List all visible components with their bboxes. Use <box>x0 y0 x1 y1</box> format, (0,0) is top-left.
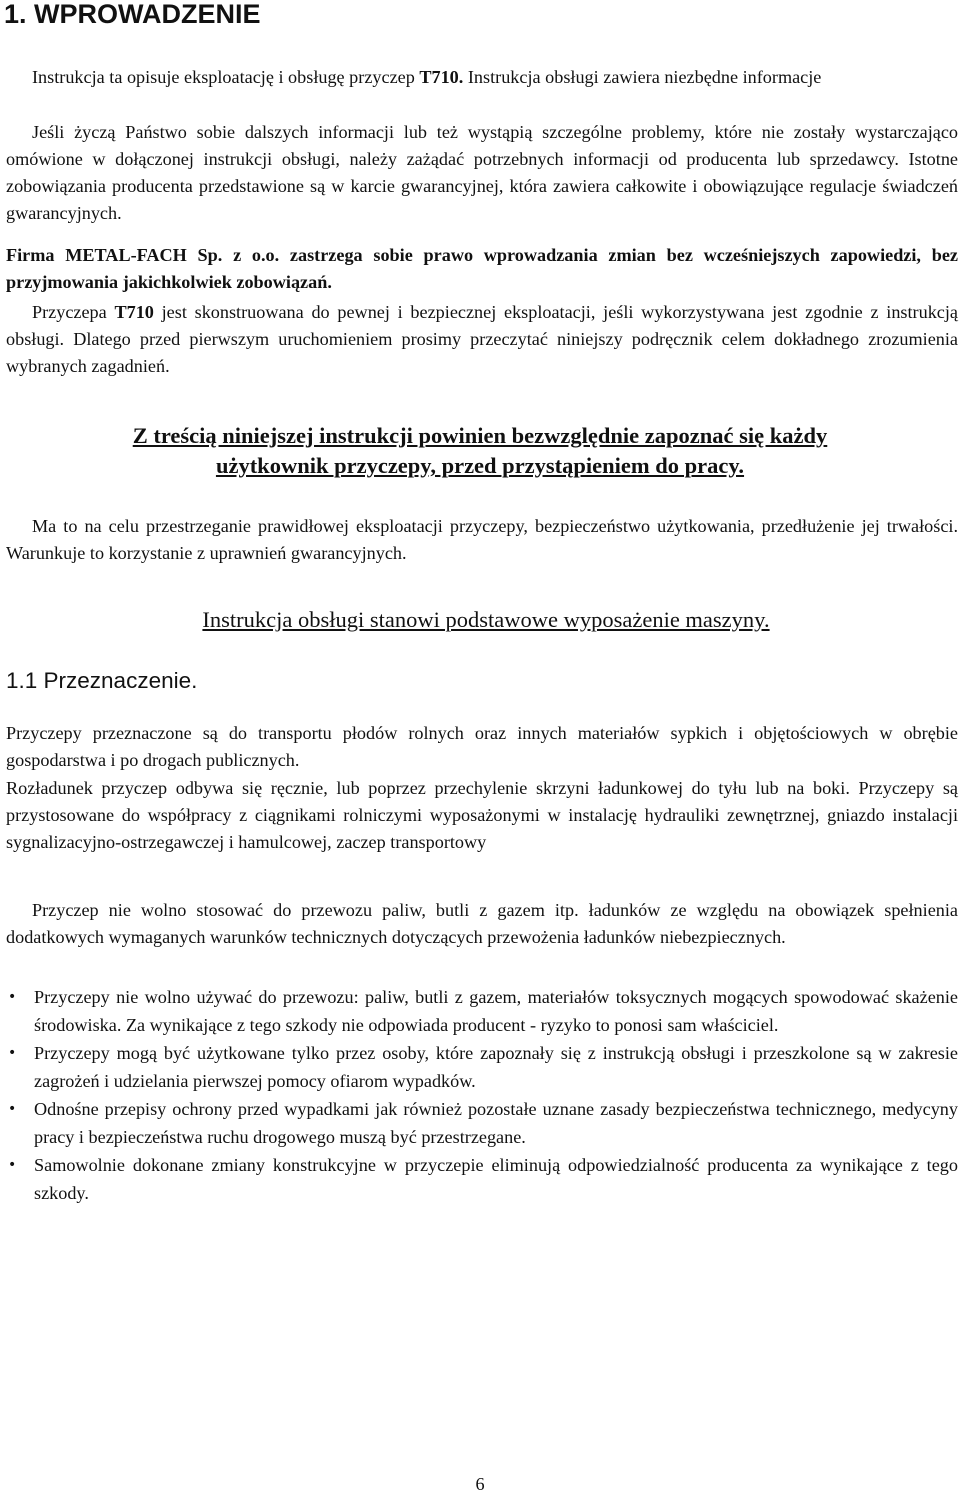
section-paragraph-1: Przyczepy przeznaczone są do transportu płodów rolnych oraz innych materiałów sypkich i objętościowych w obrębie gospodarstwa i po drogach publicznych. <box>6 723 958 770</box>
intro-text-b: Instrukcja obsługi zawiera niezbędne informacje <box>463 67 822 87</box>
intro-text-a: Instrukcja ta opisuje eksploatację i obsługę przyczep <box>32 67 420 87</box>
chapter-heading: 1. WPROWADZENIE <box>4 0 261 29</box>
intro4-text-a: Przyczepa <box>32 302 115 322</box>
list-item-text: Samowolnie dokonane zmiany konstrukcyjne w przyczepie eliminują odpowiedzialność producenta za wynikające z tego szkody. <box>34 1155 958 1203</box>
page-number: 6 <box>475 1474 485 1494</box>
bullet-icon: • <box>8 1157 17 1173</box>
list-item <box>6 1095 958 1151</box>
intro-paragraph-1 <box>6 64 958 91</box>
intro4-text-b: jest skonstruowana do pewnej i bezpiecznej eksploatacji, jeśli wykorzystywana jest zgodnie z instrukcją obsługi. Dlatego przed pierwszym uruchomieniem prosimy przeczytać niniejszy podręcznik celem dokładnego zrozumienia wybranych zagadnień. <box>6 302 958 376</box>
list-item <box>6 1039 958 1095</box>
intro-paragraph-2: Jeśli życzą Państwo sobie dalszych informacji lub też wystąpią szczególne problemy, które nie zostały wystarczająco omówione w dołączonej instrukcji obsługi, należy zażądać potrzebnych informacji od producenta lub sprzedawcy. Istotne zobowiązania producenta przedstawione są w karcie gwarancyjnej, która zawiera całkowite i obowiązujące regulacje świadczeń gwarancyjnych. <box>6 122 958 223</box>
list-item-text: Przyczepy mogą być użytkowane tylko przez osoby, które zapoznały się z instrukcją obsługi i przeszkolone są w zakresie zagrożeń i udzielania pierwszej pomocy ofiarom wypadków. <box>34 1043 958 1091</box>
warning-line-2: użytkownik przyczepy, przed przystąpieniem do pracy. <box>215 453 745 478</box>
warning-notice <box>0 421 960 481</box>
list-item <box>6 1151 958 1207</box>
section-title: 1.1 Przeznaczenie. <box>6 668 198 693</box>
model-name: T710. <box>419 67 464 87</box>
equipment-notice-text: Instrukcja obsługi stanowi podstawowe wyposażenie maszyny. <box>202 607 770 632</box>
model-name-2: T710 <box>114 302 154 322</box>
bullet-icon: • <box>8 989 17 1005</box>
purpose-paragraph: Ma to na celu przestrzeganie prawidłowej eksploatacji przyczepy, bezpieczeństwo użytkowania, przedłużenie jej trwałości. Warunkuje to korzystanie z uprawnień gwarancyjnych. <box>6 516 958 563</box>
equipment-notice <box>0 605 960 635</box>
section-paragraph-3: Przyczep nie wolno stosować do przewozu paliw, butli z gazem itp. ładunków ze względu na obowiązek spełnienia dodatkowych wymaganych warunków technicznych dotyczących przewożenia ładunków niebezpiecznych. <box>6 900 958 947</box>
list-item-text: Przyczepy nie wolno używać do przewozu: paliw, butli z gazem, materiałów toksycznych mogących spowodować skażenie środowiska. Za wynikające z tego szkody nie odpowiada producent - ryzyko to ponosi sam właściciel. <box>34 987 958 1035</box>
warning-line-1: Z treścią niniejszej instrukcji powinien bezwzględnie zapoznać się każdy <box>132 423 828 448</box>
section-paragraph-2: Rozładunek przyczep odbywa się ręcznie, lub poprzez przechylenie skrzyni ładunkowej do tyłu lub na boki. Przyczepy są przystosowane do współpracy z ciągnikami rolniczymi wyposażonymi w instalację hydrauliki zewnętrznej, gniazdo instalacji sygnalizacyjno-ostrzegawczej i hamulcowej, zaczep transportowy <box>6 778 958 852</box>
list-item <box>6 983 958 1039</box>
company-reservation-note: Firma METAL-FACH Sp. z o.o. zastrzega sobie prawo wprowadzania zmian bez wcześniejszych zapowiedzi, bez przyjmowania jakichkolwiek zobowiązań. <box>6 245 958 292</box>
bullet-icon: • <box>8 1101 17 1117</box>
intro-paragraph-4 <box>6 299 958 380</box>
safety-bullet-list <box>6 983 958 1207</box>
list-item-text: Odnośne przepisy ochrony przed wypadkami jak również pozostałe uznane zasady bezpieczeństwa technicznego, medycyny pracy i bezpieczeństwa ruchu drogowego muszą być przestrzegane. <box>34 1099 958 1147</box>
bullet-icon: • <box>8 1045 17 1061</box>
